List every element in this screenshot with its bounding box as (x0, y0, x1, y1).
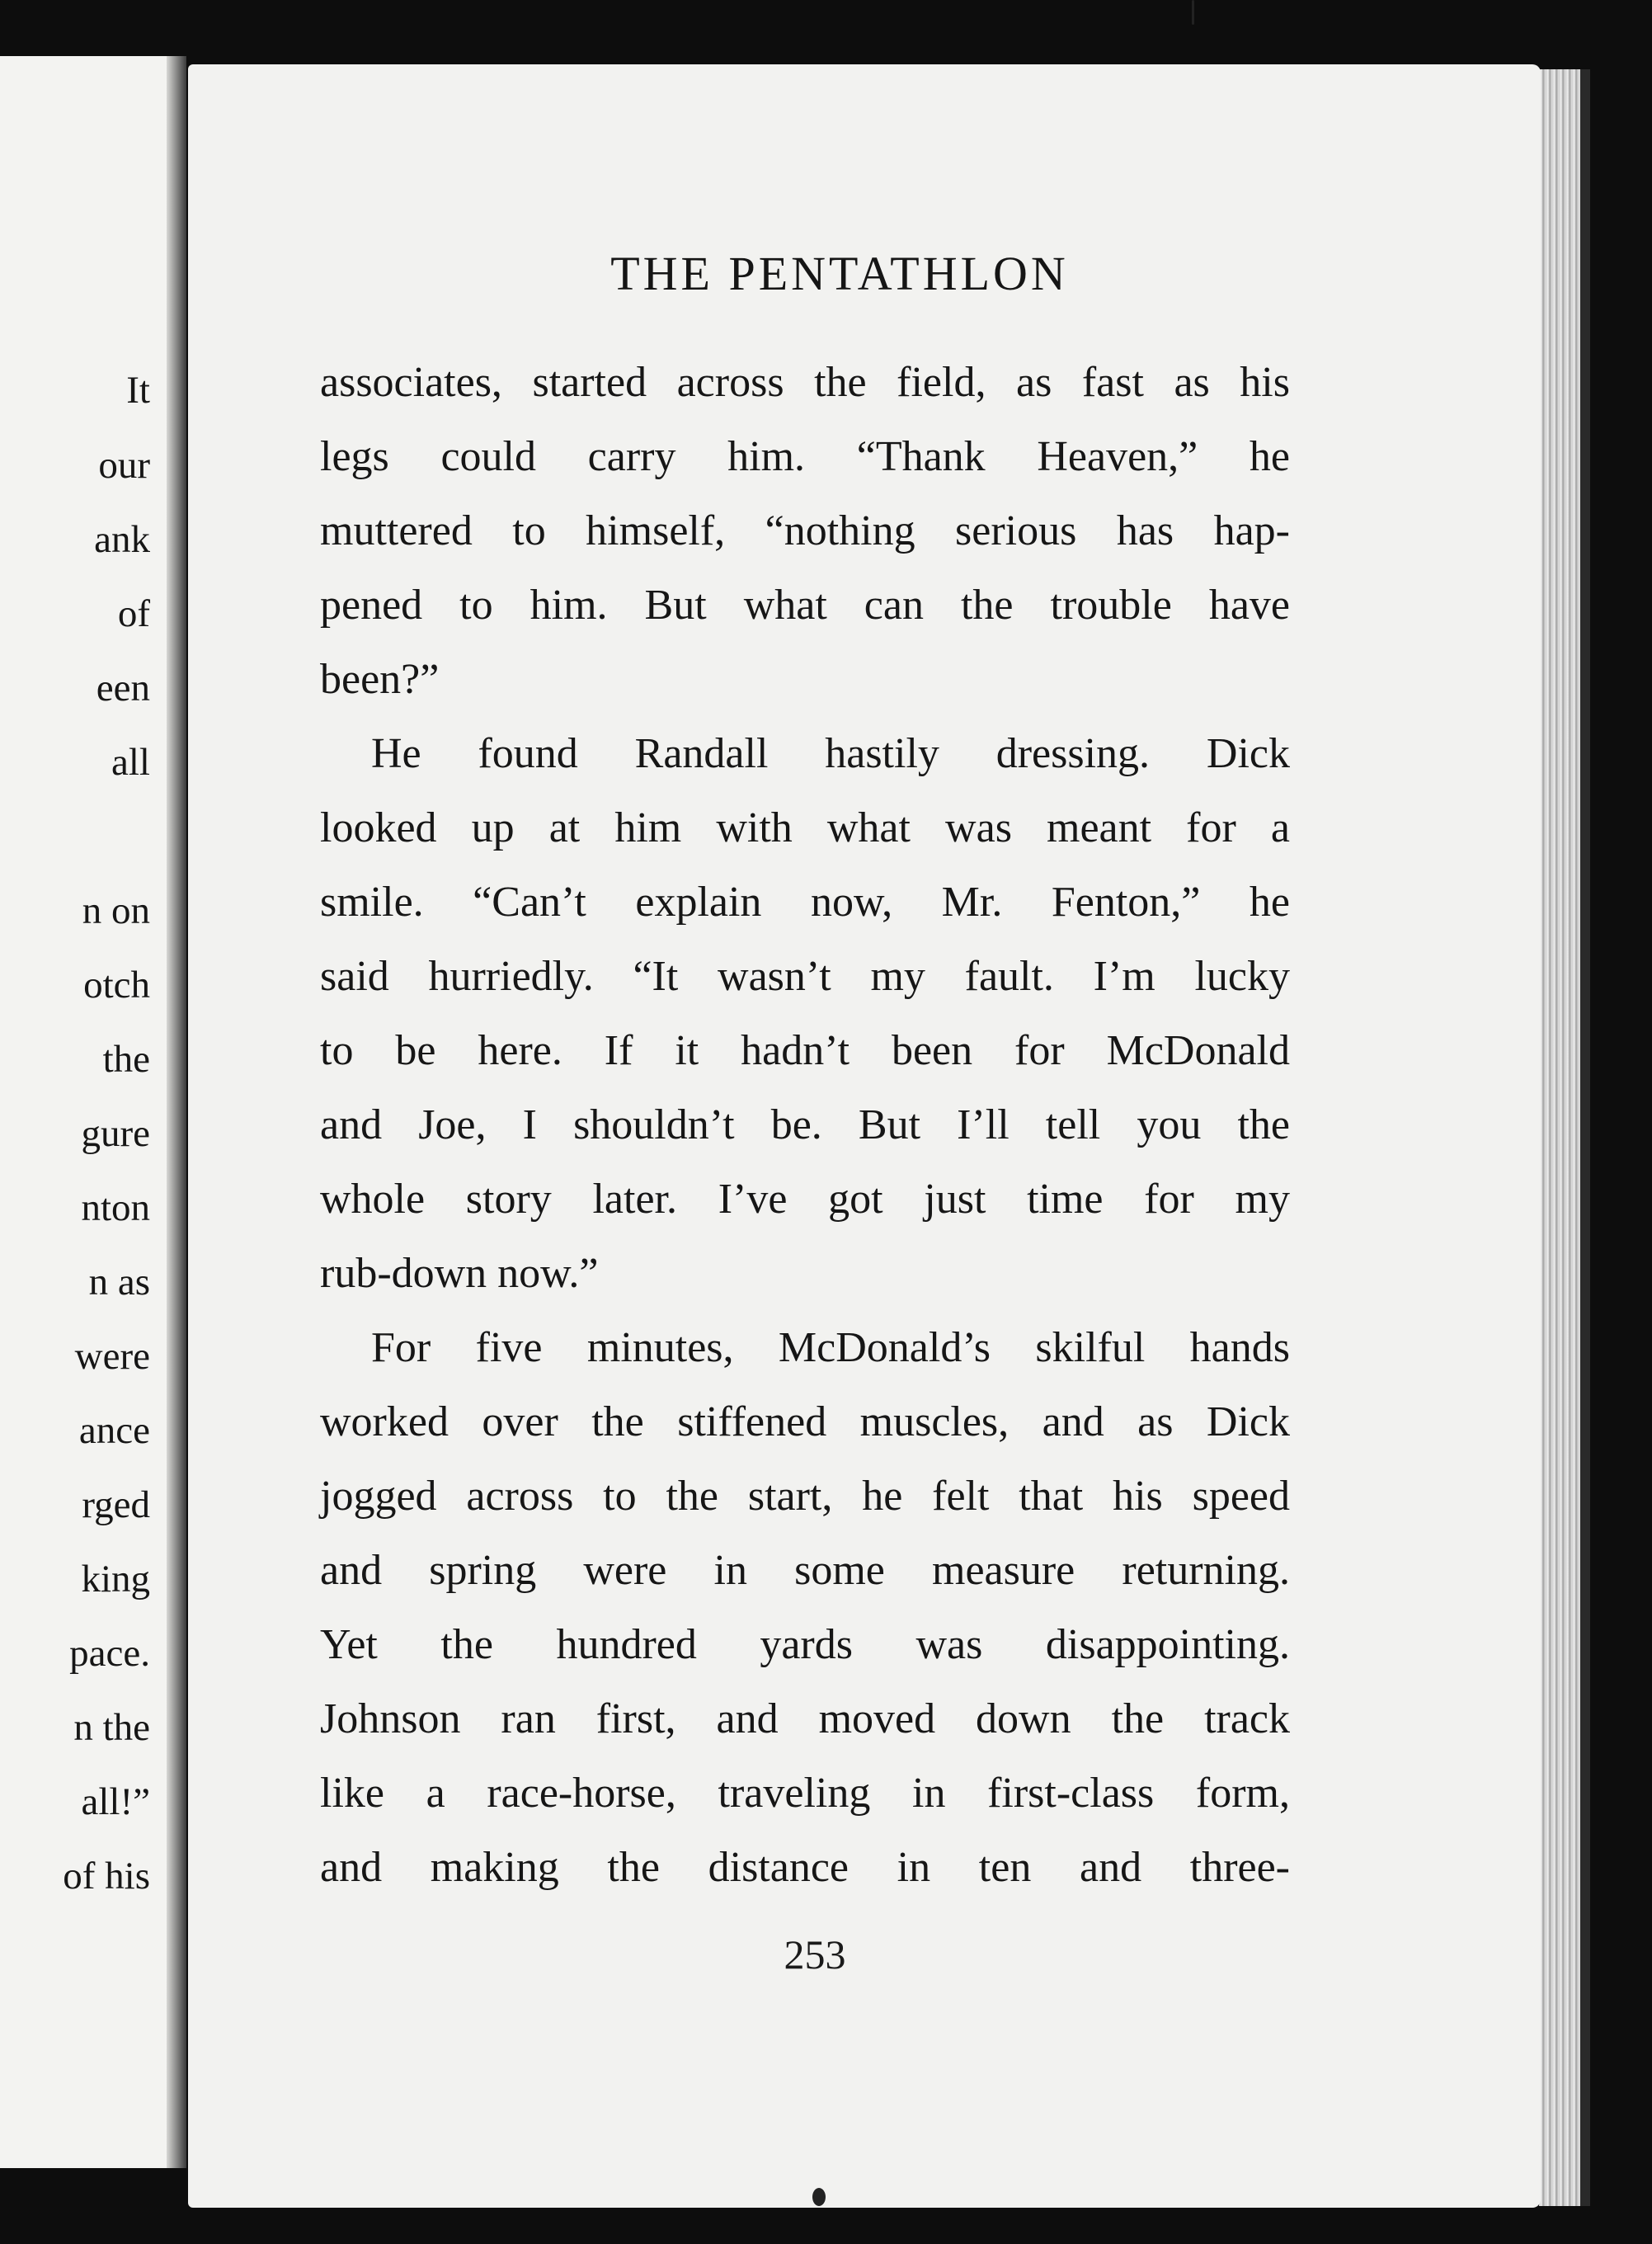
text-line: like a race-horse, traveling in first-class form, (320, 1770, 1290, 1817)
left-line: the (102, 1038, 150, 1081)
left-line: n on (82, 889, 150, 932)
left-line: of his (63, 1855, 150, 1898)
left-line: king (81, 1558, 150, 1600)
text-line: Yet the hundred yards was disappointing. (320, 1621, 1290, 1668)
left-line: otch (83, 964, 150, 1006)
text-line: been?” (320, 656, 440, 703)
text-line: whole story later. I’ve got just time for my (320, 1176, 1290, 1223)
left-line: all!” (81, 1780, 150, 1823)
scan-speck (812, 2188, 826, 2206)
page-number: 253 (784, 1931, 846, 1978)
edge-shadow (1580, 69, 1590, 2206)
text-line: He found Randall hastily dressing. Dick (371, 730, 1290, 777)
text-line: pened to him. But what can the trouble have (320, 582, 1290, 629)
left-line: of (117, 592, 150, 635)
scan-speck (1192, 0, 1194, 25)
left-line: ance (78, 1409, 150, 1452)
text-line: legs could carry him. “Thank Heaven,” he (320, 433, 1290, 480)
text-line: jogged across to the start, he felt that his speed (320, 1473, 1290, 1520)
left-line: rged (82, 1483, 150, 1526)
text-line: muttered to himself, “nothing serious has hap- (320, 507, 1290, 554)
text-line: Johnson ran first, and moved down the track (320, 1695, 1290, 1742)
left-line: ank (94, 518, 150, 561)
book-gutter (167, 56, 186, 2168)
page-edges (1539, 69, 1582, 2206)
text-line: worked over the stiffened muscles, and as Dick (320, 1398, 1290, 1445)
text-line: and spring were in some measure returning. (320, 1547, 1290, 1594)
left-page-fragment (0, 56, 183, 2168)
text-line: to be here. If it hadn’t been for McDonald (320, 1027, 1290, 1074)
text-line: associates, started across the field, as fast as his (320, 359, 1290, 406)
text-line: smile. “Can’t explain now, Mr. Fenton,” he (320, 879, 1290, 926)
text-line: said hurriedly. “It wasn’t my fault. I’m lucky (320, 953, 1290, 1000)
running-head: THE PENTATHLON (610, 247, 1069, 300)
text-line: rub-down now.” (320, 1250, 599, 1297)
text-line: and making the distance in ten and three- (320, 1844, 1290, 1891)
main-page (188, 64, 1541, 2208)
left-line: pace. (69, 1632, 150, 1675)
text-line: looked up at him with what was meant for a (320, 804, 1290, 851)
left-line: our (98, 444, 150, 487)
text-line: For five minutes, McDonald’s skilful hands (371, 1324, 1290, 1371)
left-line: nton (81, 1186, 150, 1229)
left-line: gure (81, 1112, 150, 1155)
left-line: n the (73, 1706, 150, 1749)
left-line: all (111, 741, 150, 784)
left-line: n as (88, 1261, 150, 1304)
left-line: een (96, 667, 150, 710)
text-line: and Joe, I shouldn’t be. But I’ll tell you the (320, 1101, 1290, 1148)
left-line: were (74, 1335, 150, 1378)
left-line: It (126, 369, 150, 412)
